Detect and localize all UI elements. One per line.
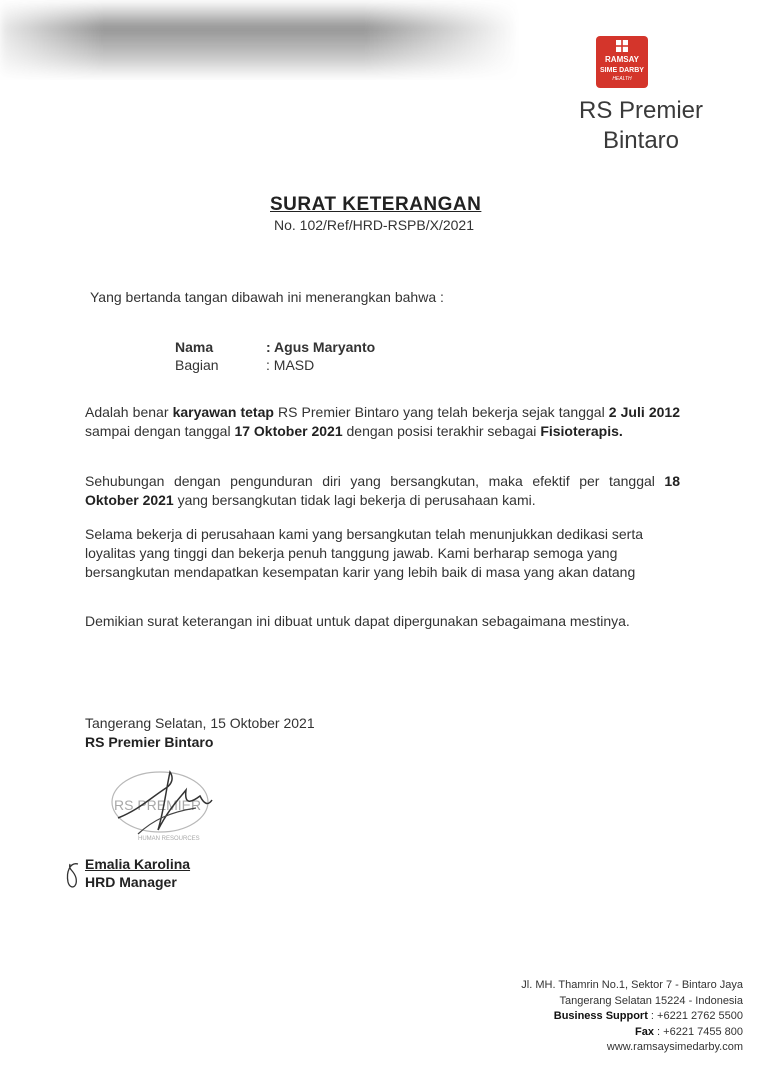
department-value: : MASD [266,357,315,373]
footer-fax: Fax : +6221 7455 800 [635,1025,743,1038]
logo-line-3: HEALTH [612,76,632,82]
signature-and-stamp [108,760,228,850]
hr-stamp-graphic [108,760,228,850]
signer-title: HRD Manager [85,874,177,890]
footer-address-line-1: Jl. MH. Thamrin No.1, Sektor 7 - Bintaro Jaya [521,979,743,991]
appreciation-paragraph: Selama bekerja di perusahaan kami yang bersangkutan telah menunjukkan dedikasi serta loyalitas yang tinggi dan bekerja penuh tanggung jawab. Kami berharap semoga yang bersangkutan mendapatkan kesempatan karir yang lebih baik di masa yang akan datang [85,526,644,580]
ramsay-sime-darby-logo [596,36,648,88]
opening-line: Yang bertanda tangan dibawah ini menerangkan bahwa : [90,289,444,305]
logo-line-1: RAMSAY [605,55,639,64]
signing-organization: RS Premier Bintaro [85,734,214,750]
scan-redaction-smudge [0,0,520,80]
letter-footer [423,978,743,1056]
department-label: Bagian [175,357,219,373]
hospital-brand-name: RS Premier Bintaro [578,97,704,154]
resignation-paragraph: Sehubungan dengan pengunduran diri yang bersangkutan, maka efektif per tanggal 18 Oktober 2021 yang bersangkutan tidak lagi bekerja di perusahaan kami. [85,473,680,508]
signer-initial-flourish [64,860,82,892]
signer-name: Emalia Karolina [85,856,191,872]
footer-website: www.ramsaysimedarby.com [606,1041,743,1053]
letter-title: SURAT KETERANGAN [270,194,482,215]
letter-number: No. 102/Ref/HRD-RSPB/X/2021 [274,217,474,233]
stamp-subtext: HUMAN RESOURCES [138,836,200,842]
name-value: : Agus Maryanto [266,339,376,355]
place-date: Tangerang Selatan, 15 Oktober 2021 [85,715,315,731]
closing-paragraph: Demikian surat keterangan ini dibuat untuk dapat dipergunakan sebagaimana mestinya. [85,613,630,629]
footer-support: Business Support : +6221 2762 5500 [553,1010,743,1022]
footer-address-line-2: Tangerang Selatan 15224 - Indonesia [559,994,743,1007]
name-label: Nama [175,339,214,355]
logo-line-2: SIME DARBY [600,67,644,74]
employment-paragraph: Adalah benar karyawan tetap RS Premier Bintaro yang telah bekerja sejak tanggal 2 Juli 2012 sampai dengan tanggal 17 Oktober 2021 dengan posisi terakhir sebagai Fisioterapis. [85,404,680,439]
stamp-text: RS PREMIER [114,797,202,813]
